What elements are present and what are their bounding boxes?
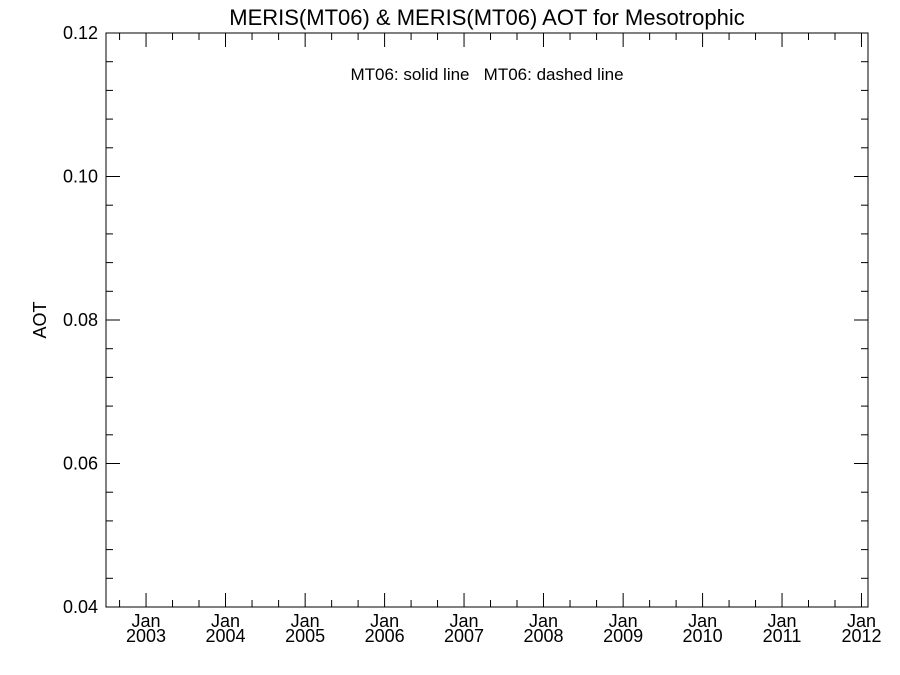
x-tick-label-year: 2012: [841, 626, 882, 646]
x-tick-label-year: 2011: [762, 626, 802, 646]
plot-frame: [106, 33, 868, 607]
x-tick-label-year: 2006: [364, 626, 405, 646]
y-tick-label: 0.04: [62, 597, 98, 617]
y-axis-label: AOT: [30, 301, 50, 339]
chart-title: MERIS(MT06) & MERIS(MT06) AOT for Mesotrophic: [229, 5, 745, 30]
x-axis: [120, 33, 882, 646]
y-tick-label: 0.12: [62, 23, 98, 43]
x-tick-label-month: Jan: [290, 611, 320, 631]
x-tick-label-month: Jan: [767, 611, 797, 631]
y-axis: [63, 23, 868, 617]
y-tick-label: 0.08: [62, 310, 98, 330]
x-tick-label-month: Jan: [210, 611, 241, 631]
x-tick-label-month: Jan: [688, 611, 718, 631]
x-tick-label-year: 2005: [285, 626, 326, 646]
x-tick-label-month: Jan: [846, 611, 876, 631]
x-tick-label-year: 2008: [523, 626, 564, 646]
x-tick-label-month: Jan: [370, 611, 400, 631]
x-tick-label-month: Jan: [528, 611, 558, 631]
y-tick-label: 0.06: [62, 453, 98, 474]
x-tick-label-year: 2004: [205, 626, 246, 646]
line-style-annotation: MT06: solid line MT06: dashed line: [350, 65, 624, 84]
x-tick-label-year: 2003: [126, 626, 167, 646]
x-tick-label-year: 2007: [444, 626, 485, 646]
x-tick-label-year: 2010: [682, 626, 723, 646]
x-tick-label-month: Jan: [131, 611, 161, 631]
x-tick-label-month: Jan: [449, 611, 479, 631]
x-tick-label-month: Jan: [608, 611, 638, 631]
y-tick-label: 0.10: [62, 166, 98, 187]
x-tick-label-year: 2009: [603, 626, 644, 646]
